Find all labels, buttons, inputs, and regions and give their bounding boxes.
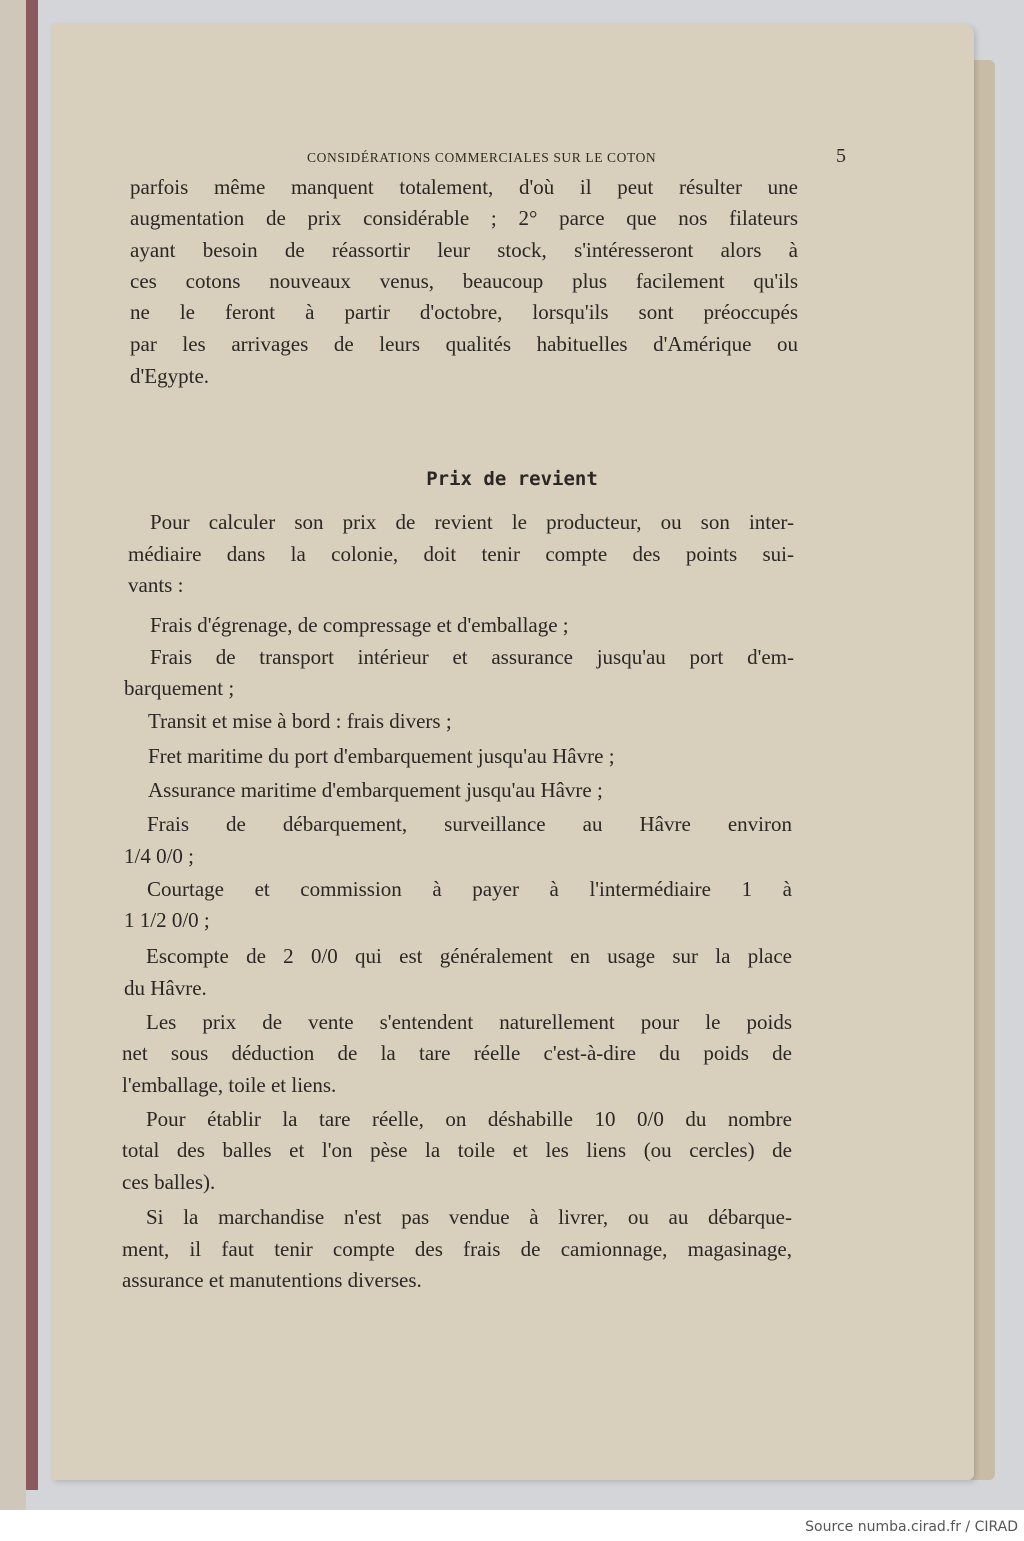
page-number: 5 <box>836 145 846 167</box>
text-line: Si la marchandise n'est pas vendue à livrer, ou au débarque- <box>146 1205 792 1229</box>
section-heading: Prix de revient <box>426 468 598 490</box>
text-line: Fret maritime du port d'embarquement jusqu'au Hâvre ; <box>148 744 615 768</box>
running-title: CONSIDÉRATIONS COMMERCIALES SUR LE COTON <box>307 150 657 165</box>
text-line: ne le feront à partir d'octobre, lorsqu'ils sont préoccupés <box>130 300 798 324</box>
source-credit: Source numba.cirad.fr / CIRAD <box>805 1519 1018 1535</box>
text-line: par les arrivages de leurs qualités habituelles d'Amérique ou <box>130 332 798 356</box>
text-line: assurance et manutentions diverses. <box>122 1268 422 1292</box>
text-line: Pour établir la tare réelle, on déshabille 10 0/0 du nombre <box>146 1107 792 1131</box>
text-line: barquement ; <box>124 676 235 700</box>
text-line: total des balles et l'on pèse la toile et les liens (ou cercles) de <box>122 1138 792 1162</box>
text-line: ces balles). <box>122 1170 216 1194</box>
text-line: ment, il faut tenir compte des frais de camionnage, magasinage, <box>122 1237 792 1261</box>
text-line: Pour calculer son prix de revient le producteur, ou son inter- <box>150 510 794 534</box>
text-line: vants : <box>128 573 184 597</box>
text-line: Frais de débarquement, surveillance au Hâvre environ <box>147 812 792 836</box>
text-line: Les prix de vente s'entendent naturellement pour le poids <box>146 1010 792 1034</box>
text-line: augmentation de prix considérable ; 2° parce que nos filateurs <box>130 206 798 230</box>
text-line: Frais d'égrenage, de compressage et d'emballage ; <box>150 613 569 637</box>
previous-page-edge <box>0 0 26 1510</box>
text-line: Courtage et commission à payer à l'intermédiaire 1 à <box>147 877 792 901</box>
book-page <box>52 24 974 1480</box>
text-line: ayant besoin de réassortir leur stock, s'intéresseront alors à <box>130 238 798 262</box>
text-line: ces cotons nouveaux venus, beaucoup plus facilement qu'ils <box>130 269 798 293</box>
book-spine <box>26 0 38 1490</box>
text-line: d'Egypte. <box>130 364 210 388</box>
text-line: Transit et mise à bord : frais divers ; <box>148 709 452 733</box>
text-line: net sous déduction de la tare réelle c'est-à-dire du poids de <box>122 1041 792 1065</box>
text-line: 1/4 0/0 ; <box>124 844 195 868</box>
text-line: parfois même manquent totalement, d'où il peut résulter une <box>130 175 798 199</box>
text-line: 1 1/2 0/0 ; <box>124 908 210 932</box>
text-line: l'emballage, toile et liens. <box>122 1073 337 1097</box>
text-line: Escompte de 2 0/0 qui est généralement en usage sur la place <box>146 944 792 968</box>
text-line: du Hâvre. <box>124 976 207 1000</box>
text-line: Assurance maritime d'embarquement jusqu'au Hâvre ; <box>148 778 603 802</box>
text-line: Frais de transport intérieur et assurance jusqu'au port d'em- <box>150 645 794 669</box>
text-line: médiaire dans la colonie, doit tenir compte des points sui- <box>128 542 794 566</box>
